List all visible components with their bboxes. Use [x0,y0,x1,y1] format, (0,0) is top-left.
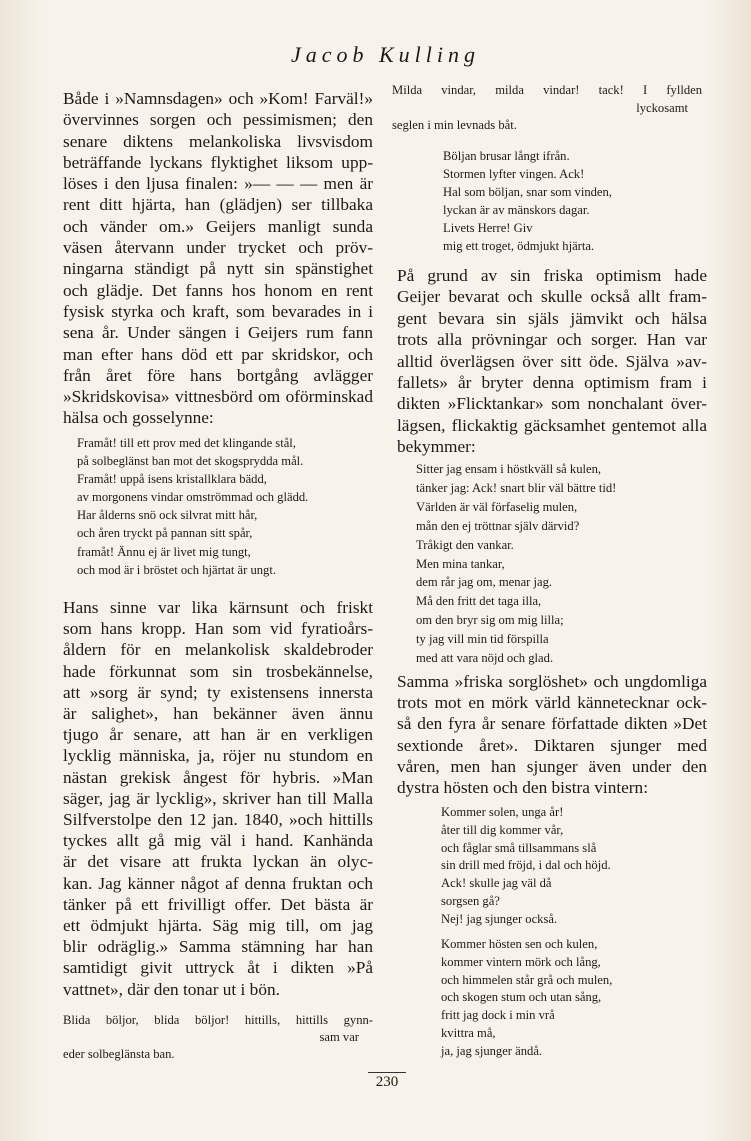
text-line: om den bryr sig om mig lilla; [416,613,564,628]
text-line: Hans sinne var lika kärnsunt och friskt [63,598,373,617]
text-line: lyckan är av mänskors dagar. [443,203,590,217]
text-line: fysisk styrka och kraft, som bevarades in i [63,301,373,321]
text-line: mig ett troget, ödmjukt hjärta. [443,239,595,253]
text-line: Geijer bevarat och skulle också allt fram- [397,287,707,307]
text-line: så den fyra år senare författade dikten »Det [397,714,707,734]
text-line: av morgonens vindar omströmmad och glädd. [77,490,309,505]
text-line: Tråkigt den vankar. [416,537,514,552]
text-line: tyckes allt gå mig väl i hand. Kanhända [63,831,373,851]
text-line: lycklig människa, ja, röjer nu stundom en [63,746,373,766]
text-line: seglen i min levnads båt. [392,118,517,132]
verse-quote [392,82,702,135]
paragraph [397,671,707,798]
text-line: övervinnes sorgen och pessimismen; den [63,110,373,130]
text-line: senare diktens melankoliska livsvisdom [63,131,373,151]
text-line: beträffande lyckans flyktighet liksom upp- [63,152,373,172]
text-line: På grund av sin friska optimism hade [397,266,707,285]
text-line: Silfverstolpe den 12 jan. 1840, »och hittills [63,810,373,830]
text-line: Kommer solen, unga år! [441,805,564,819]
text-line: alltid överlägsen över sitt öde. Själva »av- [397,351,707,371]
text-line: och skogen stum och utan sång, [441,990,602,1005]
text-line: åldern för en melankolisk skaldebroder [63,640,373,660]
text-line: rent ditt hjärta, han (glädjen) ser tillbaka [63,195,373,215]
text-line: vattnet», där den tonar ut i bön. [63,979,280,999]
text-line: och himmelen står grå och mulen, [441,972,613,987]
poem-stanza [441,936,612,1061]
text-line: trots mot en mörk värld kännetecknar ock- [397,693,707,713]
poem-quote [416,460,616,668]
text-line: hade förkunnat som sin trosbekännelse, [63,661,373,681]
text-line: lägsen, flickaktig gäcksamhet gentemot alla [397,415,707,435]
text-line: med att vara nöjd och glad. [416,651,554,666]
text-line: och vänder om.» Geijers manligt sunda [63,216,373,236]
text-line: åter till dig kommer vår, [441,822,564,837]
text-line: från året före hans bortgång avlägger [63,365,373,385]
text-line: blir odräglig.» Samma stämning har han [63,937,373,957]
text-line: Böljan brusar långt ifrån. [443,149,570,163]
text-line: trots alla prövningar och sorger. Han var [397,330,707,350]
paragraph [397,265,707,458]
text-line: dikten »Flicktankar» som nonchalant över- [397,394,707,414]
text-line: nästan grekisk ångest för hybris. »Man [63,767,373,787]
text-line: tänker jag: Ack! snart blir väl bättre tid! [416,480,617,495]
text-line: och fåglar små tillsammans slå [441,840,597,855]
text-line: dem rår jag om, menar jag. [416,575,553,590]
text-line: Samma »friska sorglöshet» och ungdomliga [397,672,707,691]
text-line: som hans kropp. Han som vid fyratioårs- [63,619,373,639]
text-line: Stormen lyfter vingen. Ack! [443,167,585,181]
paragraph [63,597,373,1000]
poem-stanza [441,804,611,929]
text-line: är salighet», han bekänner även ännu [63,704,373,724]
text-line: dystra hösten och den bistra vintern: [397,778,649,798]
text-line: framåt! Ännu ej är livet mig tungt, [77,544,251,559]
text-line: bekymmer: [397,437,476,457]
text-line: löses i den ljusa finalen: »— — — men är [63,174,373,194]
text-line: sin drill med fröjd, i dal och höjd. [441,858,611,873]
text-line: samtidigt givit uttryck åt i dikten »På [63,958,373,978]
text-line: Framåt! uppå isens kristallklara bädd, [77,472,267,487]
text-line: våren, men han sjunger även under den [397,756,707,776]
text-line: Må den fritt det taga illa, [416,594,542,609]
text-line: hälsa och gosselynne: [63,408,214,428]
text-line: och åren tryckt på pannan sitt spår, [77,526,253,541]
running-title: Jacob Kulling [290,42,481,67]
text-line: tänker på ett frivilligt offer. Det bästa är [63,894,373,914]
text-line: »Skridskovisa» vittnesbörd om oförminskad [63,387,373,407]
text-line: Nej! jag sjunger också. [441,911,558,926]
verse-quote [63,1012,373,1063]
text-line: Milda vindar, milda vindar! tack! I fyllden [392,83,702,97]
text-line: fritt jag dock i min vrå [441,1008,555,1023]
text-line: eder solbeglänsta ban. [63,1047,175,1061]
text-line: sena år. Under sängen i Geijers rum fann [63,323,373,343]
text-line: ett ödmjukt hjärta. Säg mig till, om jag [63,916,373,936]
text-line: mån den ej tröttnar själv därvid? [416,518,580,533]
text-line: Framåt! till ett prov med det klingande stål, [77,436,296,450]
text-line: lyckosamt [636,100,688,115]
text-line: sextionde året». Diktaren sjunger med [397,735,707,755]
text-line: Både i »Namnsdagen» och »Kom! Farväl!» [63,89,373,108]
text-line: och mod är i bröstet och hjärtat är ungt. [77,562,276,577]
text-line: säger, jag är lycklig», skriver han till Malla [63,788,373,808]
page-number: 230 [375,1074,399,1090]
text-line: och glädje. Det fanns hos honom en rent [63,280,373,300]
text-line: Sitter jag ensam i höstkväll så kulen, [416,462,602,476]
text-line: gent bevara sin själs jämvikt och hälsa [397,308,707,328]
text-line: att »sorg är synd; ty existensens innersta [63,682,373,702]
text-line: man efter hans död ett par skridskor, och [63,344,373,364]
text-line: Världen är väl förfaselig mulen, [416,499,578,514]
text-line: fallets» år bryter denna optimism fram i [397,373,707,393]
page-number-rule [368,1072,406,1073]
poem-quote [77,434,308,579]
text-line: ja, jag sjunger ändå. [441,1043,543,1058]
text-line: Men mina tankar, [416,556,505,571]
text-line: sam var [319,1030,359,1044]
text-line: på solbeglänst ban mot det skogsprydda mål. [77,454,304,469]
text-line: Blida böljor, blida böljor! hittills, hittills gynn- [63,1013,373,1027]
poem-quote [443,147,612,255]
text-line: kan. Jag känner något af denna fruktan och [63,873,373,893]
text-line: sorgsen gå? [441,893,500,908]
paragraph [63,88,373,429]
text-line: är det visare att frukta lyckan än olyc- [63,852,373,872]
text-line: tjugo år senare, att han är en verkligen [63,725,373,745]
text-line: Kommer hösten sen och kulen, [441,937,598,951]
text-line: ty jag vill min tid förspilla [416,632,549,647]
text-line: väsen återvann under trycket och pröv- [63,238,373,258]
text-line: Har ålderns snö ock silvrat mitt hår, [77,508,258,523]
text-line: Ack! skulle jag väl då [441,876,552,891]
text-line: Livets Herre! Giv [443,221,533,235]
text-line: kommer vintern mörk och lång, [441,954,601,969]
text-line: Hal som böljan, snar som vinden, [443,185,612,199]
text-line: ningarna ständigt på nytt sin spänstighet [63,259,373,279]
text-line: kvittra må, [441,1025,496,1040]
